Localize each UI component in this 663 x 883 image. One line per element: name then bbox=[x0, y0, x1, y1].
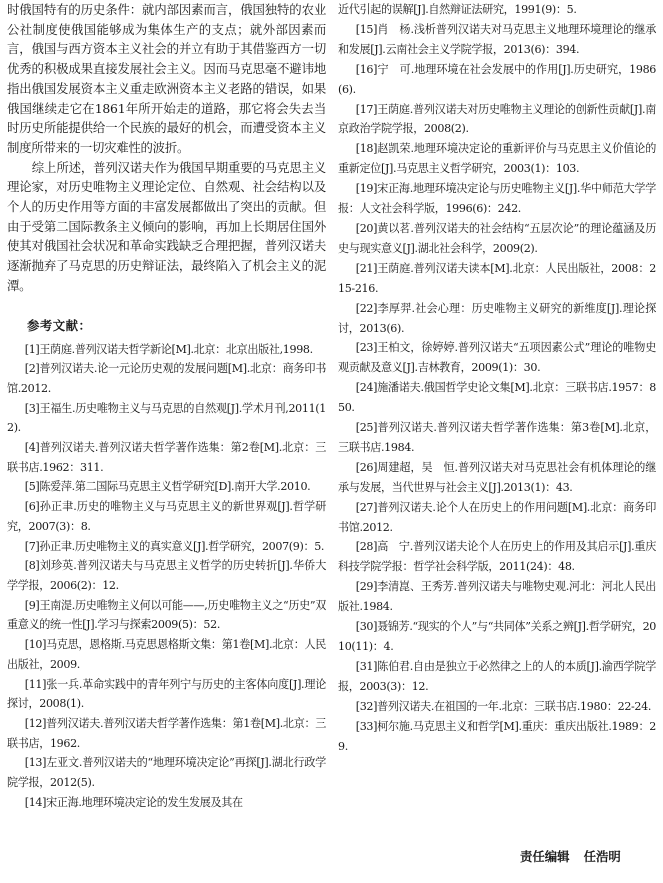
reference-item: [30]聂锦芳.“现实的个人”与“共同体”关系之辨[J].哲学研究，2010(11)：4. bbox=[338, 620, 656, 653]
reference-item: [20]黄以茗.普列汉诺夫的社会结构“五层次论”的理论蕴涵及历史与现实意义[J].湖北社会科学，2009(2). bbox=[338, 221, 656, 255]
reference-item: [18]赵凯荣.地理环境决定论的重新评价与马克思主义价值论的重新定位[J].马克思主义哲学研究，2003(1)：103. bbox=[338, 142, 656, 176]
reference-item: [7]孙正聿.历史唯物主义的真实意义[J].哲学研究，2007(9)：5. bbox=[24, 539, 325, 553]
reference-item: [2]普列汉诺夫.论一元论历史观的发展问题[M].北京：商务印书馆.2012. bbox=[7, 362, 326, 395]
reference-item: [29]李清崑、王秀芳.普列汉诺夫与唯物史观.河北：河北人民出版社.1984. bbox=[338, 580, 656, 614]
reference-item: [10]马克思，恩格斯.马克思恩格斯文集：第1卷[M].北京：人民出版社，2009. bbox=[7, 638, 326, 671]
reference-item: [28]高 宁.普列汉诺夫论个人在历史上的作用及其启示[J].重庆科技学院学报：哲学社会科学版，2011(24)：48. bbox=[338, 540, 656, 574]
reference-item: [13]左亚文.普列汉诺夫的“地理环境决定论”再探[J].湖北行政学院学报，2012(5). bbox=[7, 756, 326, 790]
reference-item: [9]王南湜.历史唯物主义何以可能——,历史唯物主义之“历史”双重意义的统一性[J].学习与探索2009(5)：52. bbox=[7, 598, 326, 632]
editor-name: 任浩明 bbox=[583, 849, 621, 864]
reference-item: [16]宁 可.地理环境在社会发展中的作用[J].历史研究，1986(6). bbox=[338, 62, 656, 96]
reference-item: [14]宋正海.地理环境决定论的发生发展及其在 bbox=[24, 795, 243, 809]
reference-item: [15]肖 杨.浅析普列汉诺夫对马克思主义地理环境理论的继承和发展[J].云南社会主义学院学报，2013(6)：394. bbox=[338, 22, 656, 56]
reference-item: [4]普列汉诺夫.普列汉诺夫哲学著作选集：第2卷[M].北京：三联书店.1962：311. bbox=[7, 441, 326, 474]
left-column bbox=[7, 0, 326, 812]
references-heading: 参考文献： bbox=[27, 317, 92, 333]
body-paragraph-conclusion: 综上所述，普列汉诺夫作为俄国早期重要的马克思主义理论家，对历史唯物主义理论定位、自然观、社会结构以及个人的历史作用等方面的丰富发展都做出了突出的贡献。但由于受第二国际教条主义倾向的影响，再加上长期居住国外使其对俄国社会状况和革命实践缺乏合理把握，普列汉诺夫逐渐抛弃了马克思的历史辩证法，最终陷入了机会主义的泥潭。 bbox=[7, 159, 326, 293]
reference-item: [21]王荫庭.普列汉诺夫读本[M].北京：人民出版社，2008：215-216. bbox=[338, 261, 656, 295]
reference-item: [25]普列汉诺夫.普列汉诺夫哲学著作选集：第3卷[M].北京，三联书店.1984. bbox=[338, 421, 656, 454]
reference-item: 近代引起的误解[J].自然辩证法研究，1991(9)：5. bbox=[338, 3, 577, 16]
reference-item: [27]普列汉诺夫.论个人在历史上的作用问题[M].北京：商务印书馆.2012. bbox=[338, 500, 656, 534]
reference-item: [19]宋正海.地理环境决定论与历史唯物主义[J].华中师范大学学报：人文社会科学版，1996(6)：242. bbox=[338, 182, 656, 216]
reference-item: [6]孙正聿.历史的唯物主义与马克思主义的新世界观[J].哲学研究，2007(3)：8. bbox=[7, 500, 326, 533]
reference-item: [11]张一兵.革命实践中的青年列宁与历史的主客体向度[J].理论探讨，2008(1). bbox=[7, 677, 326, 711]
reference-item: [3]王福生.历史唯物主义与马克思的自然观[J].学术月刊,2011(12). bbox=[7, 401, 326, 435]
reference-item: [32]普列汉诺夫.在祖国的一年.北京：三联书店.1980：22-24. bbox=[355, 699, 652, 713]
body-paragraph-continued: 时俄国特有的历史条件：就内部因素而言，俄国独特的农业公社制度使俄国能够成为集体生产的支点；就外部因素而言，俄国与西方资本主义社会的并立有助于其借鉴西方一切优秀的积极成果直接发展社会主义。因而马克思毫不避讳地指出俄国发展资本主义重走欧洲资本主义老路的错误，如果俄国继续走它在1861年所开始走的道路，那它将会失去当时历史所能提供给一个民族的最好的机会，而遭受资本主义制度所带来的一切灾难性的波折。 bbox=[7, 2, 326, 155]
reference-item: [1]王荫庭.普列汉诺夫哲学新论[M].北京：北京出版社,1998. bbox=[24, 342, 313, 356]
reference-item: [5]陈爱萍.第二国际马克思主义哲学研究[D].南开大学.2010. bbox=[24, 480, 311, 494]
references-list-left bbox=[7, 340, 326, 813]
reference-item: [8]刘珍英.普列汉诺夫与马克思主义哲学的历史转折[J].华侨大学学报，2006(2)：12. bbox=[7, 559, 326, 592]
reference-item: [26]周建超，吴 恒.普列汉诺夫对马克思社会有机体理论的继承与发展，当代世界与社会主义[J].2013(1)：43. bbox=[338, 460, 656, 494]
reference-item: [22]李厚羿.社会心理：历史唯物主义研究的新维度[J].理论探讨，2013(6). bbox=[338, 301, 656, 335]
reference-item: [23]王柏文，徐婷婷.普列汉诺夫“五项因素公式”理论的唯物史观贡献及意义[J].吉林教育，2009(1)：30. bbox=[338, 341, 656, 375]
right-column bbox=[338, 0, 656, 756]
responsible-editor bbox=[520, 847, 621, 865]
reference-item: [24]施潘诺夫.俄国哲学史论文集[M].北京：三联书店.1957：850. bbox=[338, 381, 656, 415]
references-list-right bbox=[338, 0, 656, 756]
reference-item: [31]陈伯君.自由是独立于必然律之上的人的本质[J].渝西学院学报，2003(3)：12. bbox=[338, 659, 656, 693]
reference-item: [12]普列汉诺夫.普列汉诺夫哲学著作选集：第1卷[M].北京：三联书店，1962. bbox=[7, 716, 326, 750]
reference-item: [33]柯尔施.马克思主义和哲学[M].重庆：重庆出版社.1989：29. bbox=[338, 719, 656, 753]
editor-label: 责任编辑 bbox=[520, 849, 570, 864]
reference-item: [17]王荫庭.普列汉诺夫对历史唯物主义理论的创新性贡献[J].南京政治学院学报，2008(2). bbox=[338, 102, 656, 136]
